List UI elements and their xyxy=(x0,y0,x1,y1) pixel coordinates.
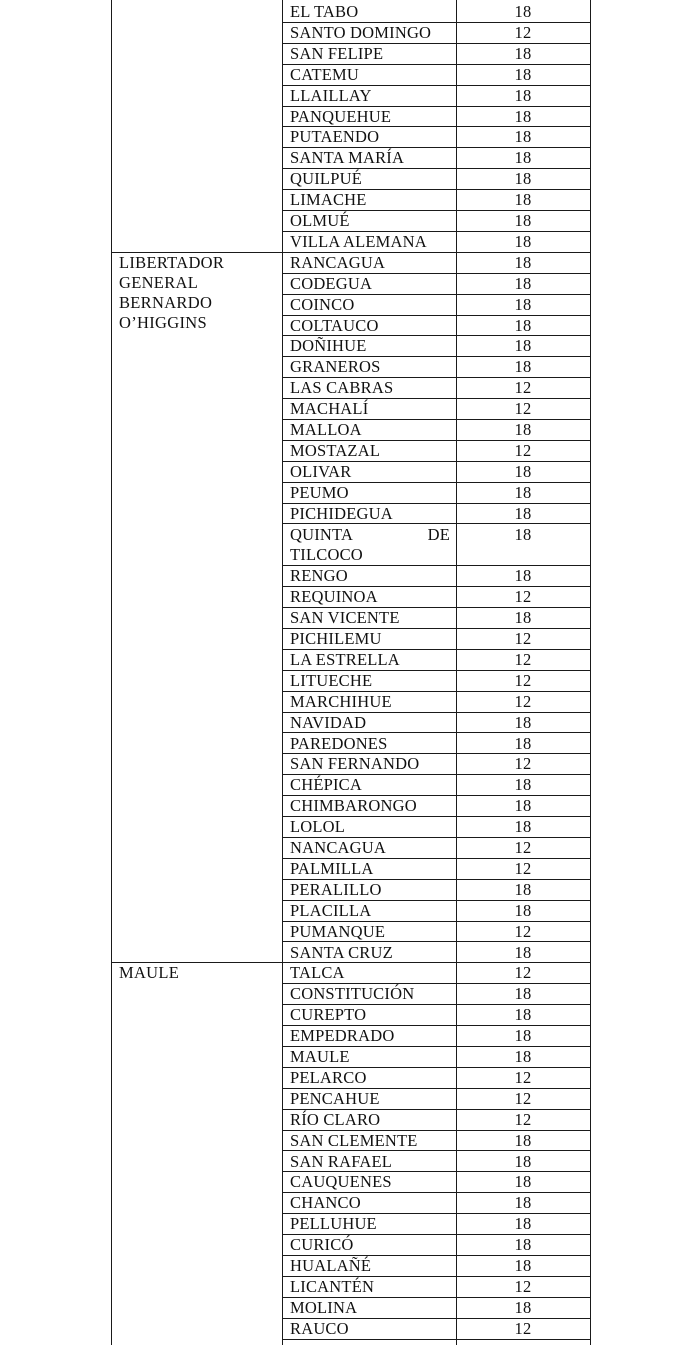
comuna-word: DE xyxy=(427,524,450,544)
comuna-cell: RANCAGUA xyxy=(290,252,386,272)
comuna-cell: PELARCO xyxy=(290,1067,367,1087)
value-cell: 18 xyxy=(514,273,532,293)
value-cell: 12 xyxy=(514,629,532,648)
comuna-cell: SAN VICENTE xyxy=(290,608,400,628)
value-cell: 18 xyxy=(514,1193,532,1213)
value-cell: 18 xyxy=(514,2,532,21)
value-cell: 18 xyxy=(514,733,532,753)
comuna-cell: COINCO xyxy=(290,294,355,314)
comuna-cell: SAN CLEMENTE xyxy=(290,1130,418,1150)
value-cell: 18 xyxy=(514,85,532,105)
value-cell: 18 xyxy=(514,879,532,899)
value-cell: 18 xyxy=(514,211,532,230)
comuna-cell: SAN RAFAEL xyxy=(290,1151,393,1171)
comuna-cell: LIMACHE xyxy=(290,190,367,210)
value-cell: 18 xyxy=(514,775,532,795)
comuna-cell: SANTA MARÍA xyxy=(290,148,405,168)
comuna-cell: CHIMBARONGO xyxy=(290,796,417,816)
comuna-cell: PANQUEHUE xyxy=(290,106,392,126)
comuna-cell: PUMANQUE xyxy=(290,921,386,941)
value-cell: 18 xyxy=(514,984,532,1004)
comuna-cell: TALCA xyxy=(290,963,345,983)
comuna-cell: CODEGUA xyxy=(290,273,373,293)
region-name-line: BERNARDO xyxy=(119,292,213,312)
value-cell: 18 xyxy=(514,1026,532,1046)
comuna-cell: SANTO DOMINGO xyxy=(290,22,432,42)
comuna-cell: RENGO xyxy=(290,566,348,586)
value-cell: 12 xyxy=(514,1109,532,1129)
comuna-cell: OLIVAR xyxy=(290,461,352,481)
value-cell: 18 xyxy=(514,1256,532,1275)
value-cell: 12 xyxy=(514,22,532,42)
comuna-cell: PICHILEMU xyxy=(290,629,382,648)
value-cell: 18 xyxy=(514,43,532,63)
comuna-word: QUINTA xyxy=(290,524,354,544)
value-cell: 18 xyxy=(514,357,532,377)
value-cell: 18 xyxy=(514,566,532,586)
value-cell: 12 xyxy=(514,1067,532,1087)
region-name-line: LIBERTADOR xyxy=(119,252,225,272)
comuna-cell: LOLOL xyxy=(290,817,346,837)
comuna-cell: GRANEROS xyxy=(290,357,381,377)
value-cell: 18 xyxy=(514,148,532,168)
value-cell: 12 xyxy=(514,399,532,419)
value-cell: 12 xyxy=(514,754,532,774)
comuna-cell: SANTA CRUZ xyxy=(290,942,393,962)
comuna-cell: CHANCO xyxy=(290,1193,361,1213)
comuna-cell: CHÉPICA xyxy=(290,775,362,795)
value-cell: 18 xyxy=(514,294,532,314)
comuna-cell: LICANTÉN xyxy=(290,1276,375,1296)
value-cell: 18 xyxy=(514,1235,532,1255)
value-cell: 18 xyxy=(514,900,532,920)
comuna-cell: CONSTITUCIÓN xyxy=(290,984,415,1004)
value-cell: 18 xyxy=(514,190,532,210)
comuna-cell: PALMILLA xyxy=(290,858,374,878)
value-cell: 12 xyxy=(514,691,532,711)
value-cell: 12 xyxy=(514,838,532,857)
comuna-cell: MALLOA xyxy=(290,420,362,439)
comuna-cell: COLTAUCO xyxy=(290,315,379,335)
table-vertical-rule xyxy=(282,0,283,1345)
value-cell: 12 xyxy=(514,921,532,941)
comuna-cell: QUILPUÉ xyxy=(290,169,362,189)
region-name-line: O’HIGGINS xyxy=(119,312,207,332)
comuna-cell: EL TABO xyxy=(290,2,359,21)
comuna-cell: LLAILLAY xyxy=(290,85,372,105)
value-cell: 18 xyxy=(514,608,532,628)
value-cell: 12 xyxy=(514,440,532,460)
region-name-line: MAULE xyxy=(119,963,180,983)
comuna-cell: MOSTAZAL xyxy=(290,440,381,460)
table-vertical-rule xyxy=(590,0,591,1345)
comuna-cell: CUREPTO xyxy=(290,1005,367,1025)
region-name xyxy=(119,253,224,333)
value-cell: 18 xyxy=(514,106,532,126)
comuna-cell: VILLA ALEMANA xyxy=(290,231,427,251)
value-cell: 18 xyxy=(514,796,532,816)
comuna-cell: MACHALÍ xyxy=(290,399,369,419)
comuna-cell: PELLUHUE xyxy=(290,1214,377,1234)
comuna-cell: PEUMO xyxy=(290,482,349,502)
value-cell: 18 xyxy=(514,1172,532,1192)
value-cell: 12 xyxy=(514,963,532,983)
value-cell: 18 xyxy=(514,461,532,481)
value-cell: 18 xyxy=(514,1005,532,1025)
comuna-cell: SAN FELIPE xyxy=(290,43,384,63)
value-cell: 18 xyxy=(514,1297,532,1317)
value-cell: 12 xyxy=(514,1276,532,1296)
value-cell: 18 xyxy=(514,252,532,272)
comuna-cell: OLMUÉ xyxy=(290,211,350,230)
value-cell: 12 xyxy=(514,670,532,690)
comuna-cell: LA ESTRELLA xyxy=(290,649,400,669)
comuna-cell: RÍO CLARO xyxy=(290,1109,381,1129)
comuna-cell: MARCHIHUE xyxy=(290,691,392,711)
comuna-cell: LAS CABRAS xyxy=(290,378,394,398)
comuna-cell: NAVIDAD xyxy=(290,712,367,732)
comuna-cell: RAUCO xyxy=(290,1318,349,1338)
value-cell: 18 xyxy=(514,712,532,732)
comuna-cell: CURICÓ xyxy=(290,1235,354,1255)
comuna-cell: REQUINOA xyxy=(290,587,378,607)
value-cell: 18 xyxy=(514,1047,532,1066)
value-cell: 18 xyxy=(514,169,532,189)
comuna-cell: SAN FERNANDO xyxy=(290,754,420,774)
table-horizontal-rule xyxy=(282,1339,591,1340)
value-cell: 12 xyxy=(514,858,532,878)
comuna-cell: PENCAHUE xyxy=(290,1088,380,1108)
comuna-cell: LITUECHE xyxy=(290,670,373,690)
value-cell: 18 xyxy=(514,336,532,356)
value-cell: 18 xyxy=(514,1214,532,1234)
comuna-cell: NANCAGUA xyxy=(290,838,387,857)
value-cell: 18 xyxy=(514,231,532,251)
value-cell: 18 xyxy=(514,482,532,502)
value-cell: 12 xyxy=(514,1318,532,1338)
comuna-cell: PICHIDEGUA xyxy=(290,503,393,523)
comuna-cell-line: TILCOCO xyxy=(290,544,363,564)
comuna-cell: EMPEDRADO xyxy=(290,1026,395,1046)
comuna-cell xyxy=(290,525,450,565)
value-cell: 18 xyxy=(514,503,532,523)
value-cell: 18 xyxy=(514,315,532,335)
comuna-cell: MAULE xyxy=(290,1047,350,1066)
value-cell: 18 xyxy=(514,817,532,837)
region-name xyxy=(119,963,179,983)
comuna-cell: HUALAÑÉ xyxy=(290,1256,372,1275)
comuna-cell: PAREDONES xyxy=(290,733,388,753)
comuna-cell: MOLINA xyxy=(290,1297,358,1317)
value-cell: 18 xyxy=(514,1130,532,1150)
comuna-cell: DOÑIHUE xyxy=(290,336,367,356)
comuna-cell: CAUQUENES xyxy=(290,1172,392,1192)
value-cell: 18 xyxy=(514,942,532,962)
value-cell: 12 xyxy=(514,587,532,607)
table-vertical-rule xyxy=(111,0,112,1345)
value-cell: 18 xyxy=(514,64,532,84)
comuna-cell: PUTAENDO xyxy=(290,127,380,147)
comuna-cell: PERALILLO xyxy=(290,879,382,899)
value-cell: 12 xyxy=(514,649,532,669)
value-cell: 18 xyxy=(514,127,532,147)
comuna-cell: PLACILLA xyxy=(290,900,372,920)
comuna-cell-line xyxy=(290,525,450,545)
value-cell: 18 xyxy=(514,1151,532,1171)
value-cell: 12 xyxy=(514,1088,532,1108)
region-name-line: GENERAL xyxy=(119,272,199,292)
value-cell: 12 xyxy=(514,378,532,398)
comuna-cell: CATEMU xyxy=(290,64,360,84)
value-cell: 18 xyxy=(514,524,532,544)
value-cell: 18 xyxy=(514,420,532,439)
